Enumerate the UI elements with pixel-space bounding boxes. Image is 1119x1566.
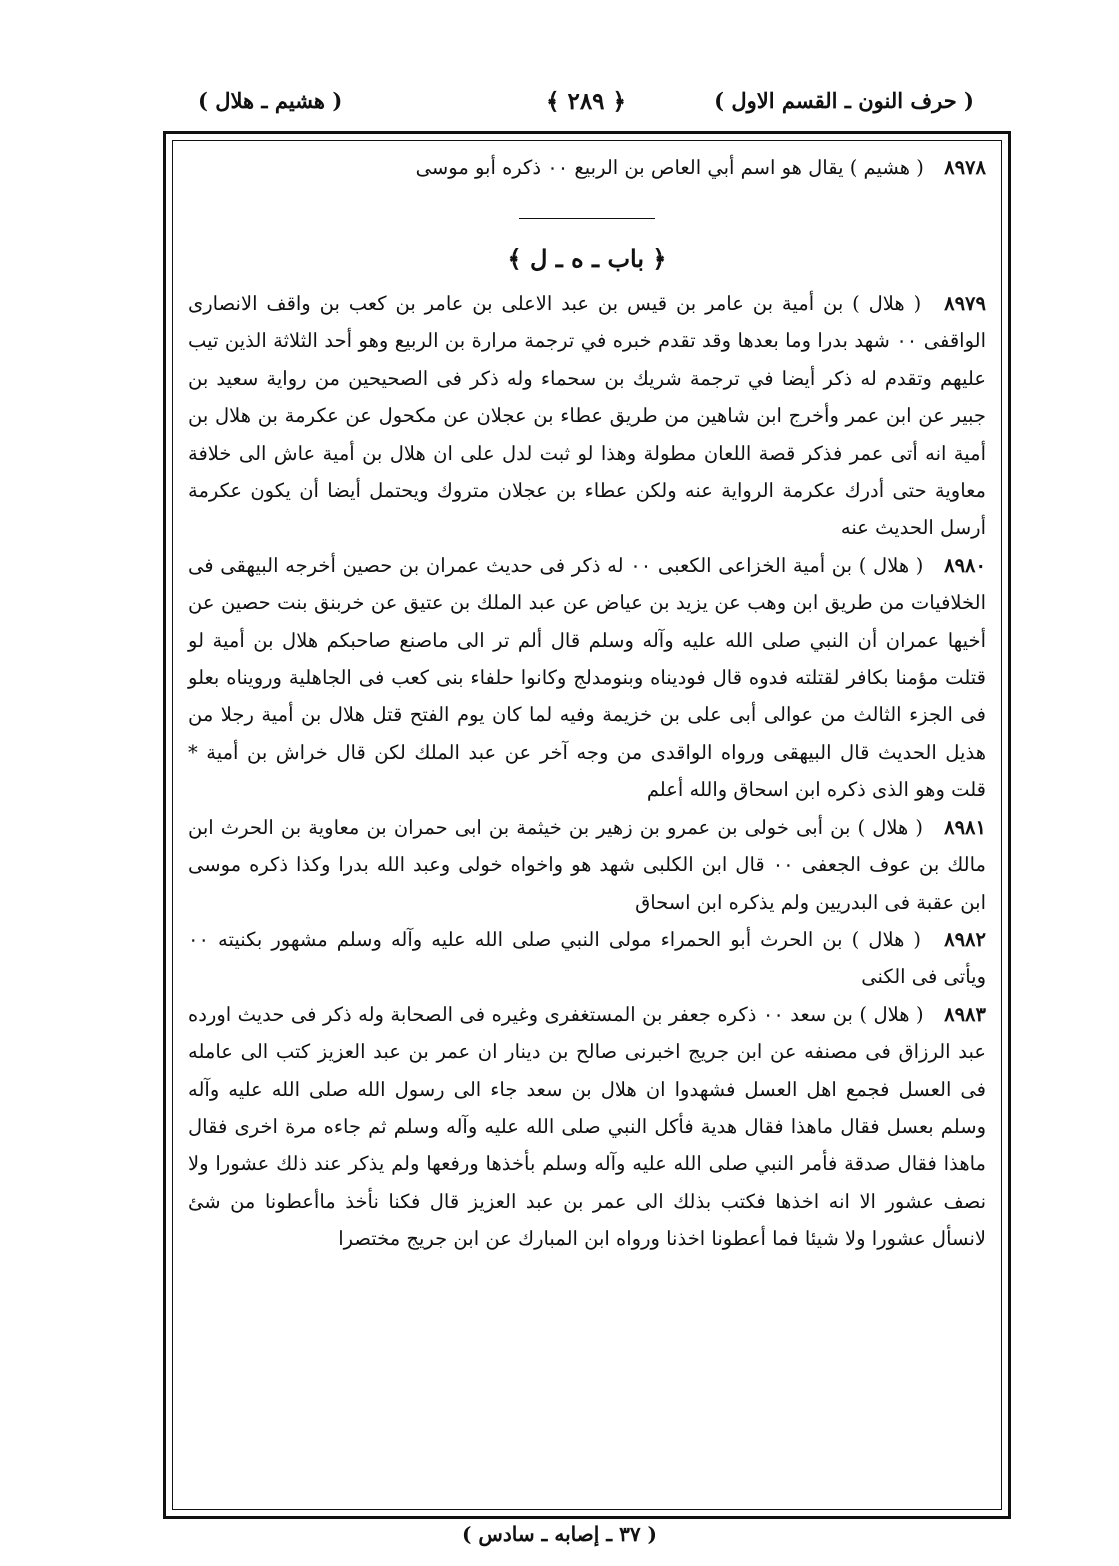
entry-text: ( هشيم ) يقال هو اسم أبي العاص بن الربيع ٠٠ ذكره أبو موسى <box>415 156 924 179</box>
entry-text: ( هلال ) بن سعد ٠٠ ذكره جعفر بن المستغفرى وغيره فى الصحابة وله ذكر فى حديث اورده عبد الرزاق فى مصنفه عن ابن جريج اخبرنى صالح بن دينار ان عمر بن عبد العزيز كتب الى عامله فى العسل فجمع اهل العسل فشهدوا ان هلال بن سعد جاء الى رسول الله صلى الله عليه وآله وسلم بعسل فقال ماهذا فقال هدية فأكل النبي صلى الله عليه وآله وسلم ثم جاءه مرة اخرى فقال ماهذا فقال صدقة فأمر النبي صلى الله عليه وآله وسلم بأخذها ورفعها ولم يذكر عند ذلك عشورا ولا نصف عشور الا انه اخذها فكتب بذلك الى عمر بن عبد العزيز قال فكنا نأخذ ماأعطونا من شئ لانسأل عشورا ولا شيئا فما أعطونا اخذنا ورواه ابن المبارك عن ابن جريج مختصرا <box>188 1002 986 1251</box>
chapter-title: ﴿ باب ـ ه ـ ل ﴾ <box>507 244 667 273</box>
entry-number: ٨٩٧٨ <box>944 156 986 179</box>
header-page-number: ﴿ ٢٨٩ ﴾ <box>545 88 627 115</box>
entry-number: ٨٩٨٠ <box>944 553 986 577</box>
page-body <box>188 148 986 1258</box>
page-header <box>198 88 974 124</box>
entry-8978 <box>188 148 986 188</box>
page-footer: ( ٣٧ ـ إصابه ـ سادس ) <box>461 1522 657 1546</box>
separator-line <box>519 218 655 219</box>
entry-text: ( هلال ) بن أبى خولى بن عمرو بن زهير بن خيثمة بن ابى حمران بن معاوية بن الحرث ابن مالك بن عوف الجعفى ٠٠ قال ابن الكلبى شهد هو واخواه خولى وعبد الله بدرا وكذا ذكره موسى ابن عقبة فى البدريين ولم يذكره ابن اسحاق <box>188 815 986 914</box>
entry-8982 <box>188 921 986 996</box>
entry-number: ٨٩٨٣ <box>944 1002 987 1026</box>
entry-8980 <box>188 547 986 809</box>
header-section-title: ( حرف النون ـ القسم الاول ) <box>714 88 974 113</box>
entry-number: ٨٩٧٩ <box>944 292 987 315</box>
entry-number: ٨٩٨٢ <box>944 927 986 951</box>
entry-8979 <box>188 285 986 547</box>
entry-text: ( هلال ) بن أمية الخزاعى الكعبى ٠٠ له ذكر فى حديث عمران بن حصين أخرجه البيهقى فى الخلافيات من طريق ابن وهب عن يزيد بن عياض عن عبد الملك بن عتيق عن خربنق بنت حصين عن أخيها عمران أن النبي صلى الله عليه وآله وسلم قال ألم تر الى ماصنع صاحبكم هلال بن أمية لو قتلت مؤمنا بكافر لقتلته فدوه قال فوديناه وبنومدلج وكانوا حلفاء بنى كعب فى الجاهلية ورويناه بعلو فى الجزء الثالث من عوالى أبى على بن خزيمة وفيه لما كان يوم الفتح قتل هلال بن أمية رجلا من هذيل الحديث قال البيهقى ورواه الواقدى من وجه آخر عن عبد الملك لكن قال خراش بن أمية * قلت وهو الذى ذكره ابن اسحاق والله أعلم <box>188 553 986 802</box>
entry-text: ( هلال ) بن أمية بن عامر بن قيس بن عبد الاعلى بن عامر بن كعب بن واقف الانصارى الواقفى ٠٠ شهد بدرا وما بعدها وقد تقدم خبره في ترجمة مرارة بن الربيع وهو أحد الثلاثة الذين تيب عليهم وتقدم له ذكر أيضا في ترجمة شريك بن سحماء وله ذكر فى الصحيحين من رواية سعيد بن جبير عن ابن عمر وأخرج ابن شاهين من طريق عطاء بن عجلان عن مكحول عن عكرمة بن هلال بن أمية انه أتى عمر فذكر قصة اللعان مطولة وهذا لو ثبت لدل على ان هلال بن أمية عاش الى خلافة معاوية حتى أدرك عكرمة الرواية عنه ولكن عطاء بن عجلان متروك ويحتمل أيضا أن يكون عكرمة أرسل الحديث عنه <box>188 292 986 540</box>
entry-number: ٨٩٨١ <box>944 815 987 839</box>
entry-8981 <box>188 809 986 921</box>
entry-text: ( هلال ) بن الحرث أبو الحمراء مولى النبي صلى الله عليه وآله وسلم مشهور بكنيته ٠٠ ويأتى فى الكنى <box>188 927 986 989</box>
entry-8983 <box>188 996 986 1258</box>
header-range: ( هشيم ـ هلال ) <box>198 88 343 113</box>
